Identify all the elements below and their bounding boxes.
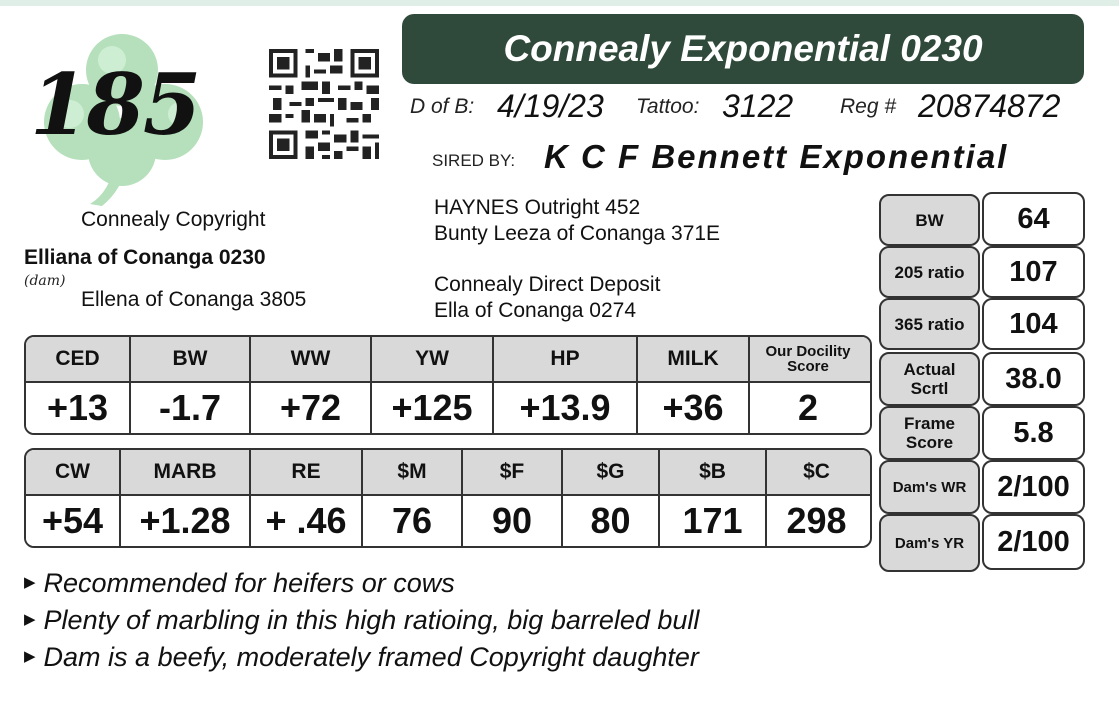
epd-header-row	[26, 450, 870, 496]
epd-table-top	[24, 335, 872, 435]
dam-sire-dam: Ella of Conanga 0274	[434, 299, 636, 322]
epd-header-ww: WW	[251, 337, 372, 381]
reg-label: Reg #	[840, 95, 897, 118]
epd-header-m: $M	[363, 450, 463, 494]
perf-label-dams-wr: Dam's WR	[879, 460, 980, 514]
lot-number: 185	[30, 55, 200, 154]
note-2	[24, 605, 699, 636]
perf-label-bw: BW	[879, 194, 980, 246]
epd-table-bottom	[24, 448, 872, 548]
perf-value-365-ratio: 104	[982, 298, 1085, 350]
sire-sire: HAYNES Outright 452	[434, 196, 641, 219]
epd-header-f: $F	[463, 450, 563, 494]
perf-value-bw: 64	[982, 192, 1085, 246]
perf-label-dams-yr: Dam's YR	[879, 514, 980, 572]
epd-value-cw: +54	[26, 496, 121, 546]
perf-label-frame-score	[879, 406, 980, 460]
dob-value: 4/19/23	[497, 88, 604, 124]
epd-value-m: 76	[363, 496, 463, 546]
top-accent-line	[0, 0, 1119, 6]
perf-label-205-ratio: 205 ratio	[879, 246, 980, 298]
perf-value-205-ratio: 107	[982, 246, 1085, 298]
epd-header-milk: MILK	[638, 337, 750, 381]
epd-header-b: $B	[660, 450, 767, 494]
note-3	[24, 642, 699, 673]
epd-header-cw: CW	[26, 450, 121, 494]
reg-value: 20874872	[918, 88, 1061, 124]
perf-label-scrotal	[879, 352, 980, 406]
note-text: Dam is a beefy, moderately framed Copyright daughter	[43, 642, 699, 672]
perf-label-scrotal-text: Actual Scrtl	[903, 360, 956, 398]
perf-value-dams-wr: 2/100	[982, 460, 1085, 514]
perf-label-365-ratio: 365 ratio	[879, 298, 980, 350]
sired-by-label: SIRED BY:	[432, 151, 516, 170]
epd-header-ced: CED	[26, 337, 131, 381]
epd-value-yw: +125	[372, 383, 494, 433]
tattoo-value: 3122	[722, 88, 794, 124]
dam-sire: Connealy Copyright	[81, 208, 266, 231]
qr-code-icon[interactable]	[265, 45, 383, 163]
perf-value-frame-score: 5.8	[982, 406, 1085, 460]
epd-values-row	[26, 496, 870, 546]
epd-header-bw: BW	[131, 337, 251, 381]
note-text: Plenty of marbling in this high ratioing, big barreled bull	[43, 605, 700, 635]
perf-value-dams-yr: 2/100	[982, 514, 1085, 570]
epd-header-re: RE	[251, 450, 363, 494]
bullet-icon: ▶	[24, 610, 36, 628]
perf-value-scrotal: 38.0	[982, 352, 1085, 406]
epd-values-row	[26, 383, 870, 433]
note-1	[24, 568, 455, 599]
epd-value-docility: 2	[797, 387, 819, 428]
epd-value-re: + .46	[251, 496, 363, 546]
epd-header-row	[26, 337, 870, 383]
epd-header-docility: Our Docility Score	[765, 343, 851, 375]
bullet-icon: ▶	[24, 647, 36, 665]
epd-value-f: 90	[463, 496, 563, 546]
dam-name: Elliana of Conanga 0230	[24, 246, 266, 269]
epd-value-marb: +1.28	[121, 496, 251, 546]
sire-dam: Bunty Leeza of Conanga 371E	[434, 222, 721, 245]
epd-header-yw: YW	[372, 337, 494, 381]
epd-value-b: 171	[660, 496, 767, 546]
epd-value-ced: +13	[26, 383, 131, 433]
dob-label: D of B:	[410, 95, 475, 118]
dam-label: (dam)	[24, 273, 66, 289]
epd-value-ww: +72	[251, 383, 372, 433]
epd-header-marb: MARB	[121, 450, 251, 494]
animal-name-banner	[402, 14, 1084, 84]
epd-header-g: $G	[563, 450, 660, 494]
animal-name: Connealy Exponential 0230	[503, 28, 983, 69]
dam-sire-sire: Connealy Direct Deposit	[434, 273, 661, 296]
perf-label-frame-text: Frame Score	[903, 414, 956, 452]
sire-name: K C F Bennett Exponential	[544, 138, 1009, 175]
epd-value-g: 80	[563, 496, 660, 546]
epd-value-c: 298	[786, 500, 847, 541]
note-text: Recommended for heifers or cows	[43, 568, 455, 598]
epd-header-hp: HP	[494, 337, 638, 381]
epd-value-hp: +13.9	[494, 383, 638, 433]
epd-value-milk: +36	[638, 383, 750, 433]
bullet-icon: ▶	[24, 573, 36, 591]
dam-dam: Ellena of Conanga 3805	[81, 288, 307, 311]
tattoo-label: Tattoo:	[636, 95, 700, 118]
epd-header-c: $C	[803, 460, 830, 483]
epd-value-bw: -1.7	[131, 383, 251, 433]
